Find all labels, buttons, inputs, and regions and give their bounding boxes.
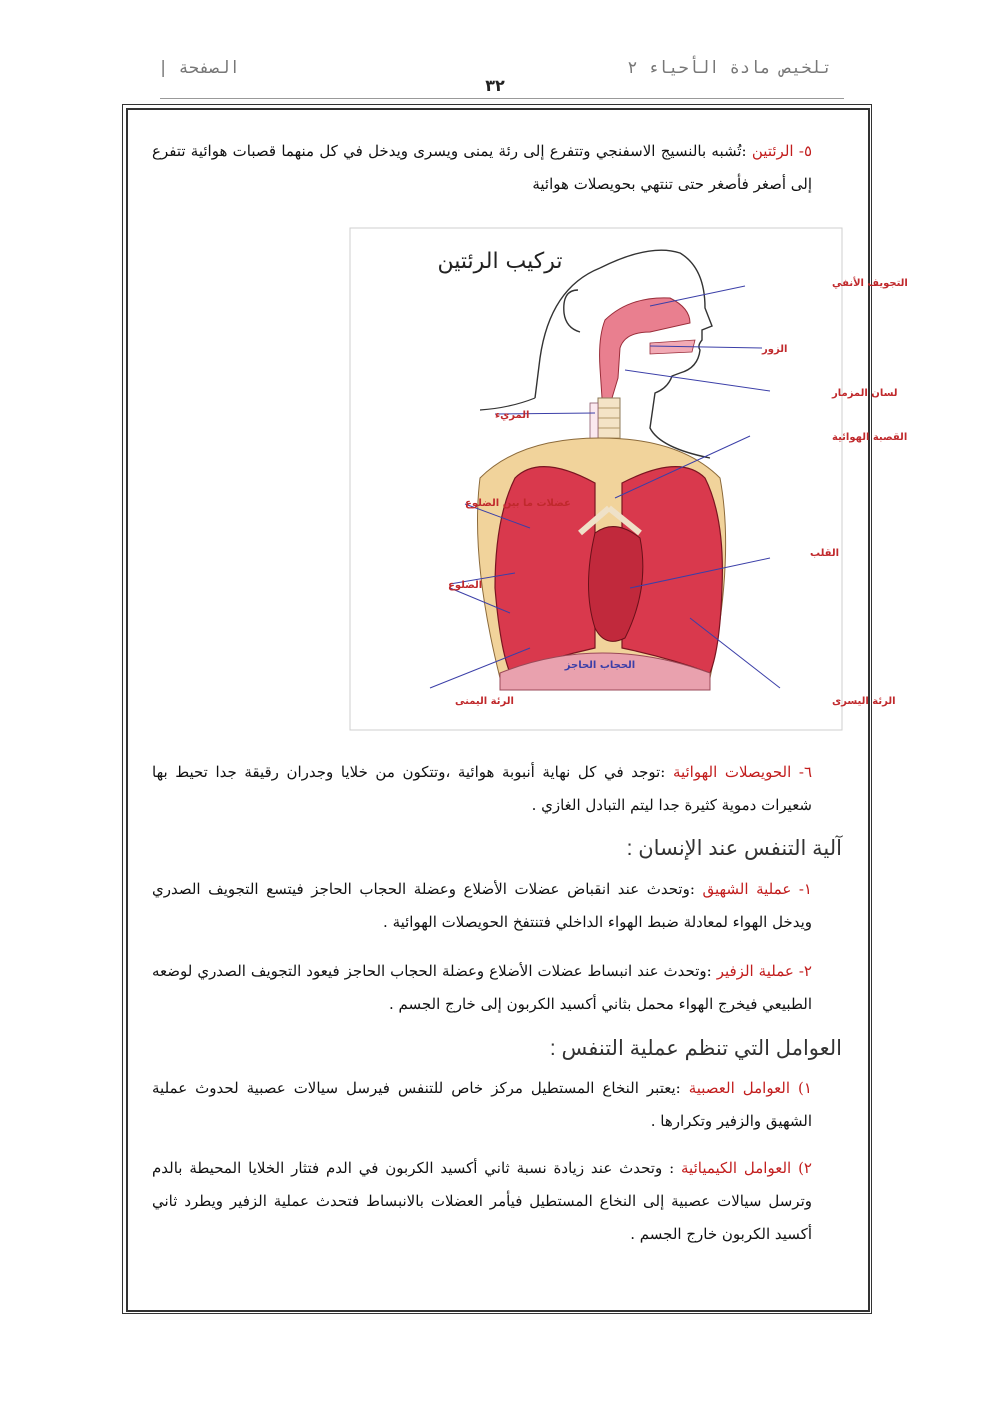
figure-title: تركيب الرئتين xyxy=(437,249,563,274)
heading-regulating-factors: العوامل التي تنظم عملية التنفس : xyxy=(549,1037,842,1060)
item-number: ١- xyxy=(798,880,812,898)
lungs-diagram xyxy=(350,228,908,730)
term-chemical-factors: العوامل الكيميائية xyxy=(681,1159,792,1177)
item-number: ١) xyxy=(798,1079,812,1097)
alveoli-paragraph xyxy=(152,756,812,822)
exhalation-paragraph xyxy=(152,955,812,1021)
inhalation-paragraph xyxy=(152,873,812,939)
label-left-lung: الرئة اليسرى xyxy=(832,696,896,707)
section-number: ٥- xyxy=(798,142,812,160)
exhalation-text: :وتحدث عند انبساط عضلات الأضلاع وعضلة الحجاب الحاجز فيعود التجويف الصدري لوضعه الطبيعي فيخرج الهواء محمل بثاني أكسيد الكربون إلى خارج الجسم . xyxy=(152,962,812,1013)
inhalation-text: :وتحدث عند انقباض عضلات الأضلاع وعضلة الحجاب الحاجز فيتسع التجويف الصدري ويدخل الهواء لمعادلة ضبط الهواء الداخلي فتنتفخ الحويصلات الهوائية . xyxy=(152,880,812,931)
term-alveoli: الحويصلات الهوائية xyxy=(672,763,792,781)
neural-factors-text: :يعتبر النخاع المستطيل مركز خاص للتنفس فيرسل سيالات عصبية لحدوث عملية الشهيق والزفير وتكرارها . xyxy=(152,1079,812,1130)
respiratory-system-illustration xyxy=(350,228,908,730)
label-nasal-cavity: التجويف الأنفي xyxy=(832,278,908,289)
chemical-factors-text: : وتحدث عند زيادة نسبة ثاني أكسيد الكربون في الدم فتثار الخلايا المحيطة بالدم وترسل سيالات عصبية إلى النخاع المستطيل فيأمر العضلات بالانبساط فتحدث عملية الزفير ويطرد ثاني أكسيد الكربون خارج الجسم . xyxy=(152,1159,812,1243)
alveoli-definition: :توجد في كل نهاية أنبوبة هوائية ،وتتكون من خلايا وجدران رقيقة جدا تحيط بها شعيرات دموية كثيرة جدا ليتم التبادل الغازي . xyxy=(152,763,812,814)
term-lungs: الرئتين xyxy=(751,142,794,160)
label-diaphragm: الحجاب الحاجز xyxy=(564,660,636,671)
header-divider xyxy=(160,98,844,99)
term-neural-factors: العوامل العصبية xyxy=(688,1079,791,1097)
label-right-lung: الرئة اليمنى xyxy=(455,696,514,707)
page-label: الصفحة | xyxy=(158,58,240,78)
label-trachea: القصبة الهوائية xyxy=(832,432,908,443)
label-esophagus: المريء xyxy=(495,410,530,421)
label-epiglottis: لسان المزمار xyxy=(832,388,898,399)
chemical-factors-paragraph xyxy=(152,1152,812,1251)
lungs-definition: :تُشبه بالنسيج الاسفنجي وتتفرع إلى رئة يمنى ويسرى ويدخل في كل منهما قصبات هوائية تتفرع إلى أصغر فأصغر حتى تنتهي بحويصلات هوائية xyxy=(152,142,812,193)
label-intercostal-muscles: عضلات ما بين الضلوع xyxy=(465,498,571,509)
label-pharynx: الزور xyxy=(762,344,788,355)
lungs-paragraph xyxy=(152,135,812,201)
page-number: ٣٢ xyxy=(485,76,505,95)
document-title: تلخيص مادة الأحياء ٢ xyxy=(627,58,832,78)
term-exhalation: عملية الزفير xyxy=(716,962,794,980)
item-number: ٢- xyxy=(798,962,812,980)
term-inhalation: عملية الشهيق xyxy=(702,880,792,898)
section-number: ٦- xyxy=(798,763,812,781)
item-number: ٢) xyxy=(798,1159,812,1177)
neural-factors-paragraph xyxy=(152,1072,812,1138)
label-ribs: الضلوع xyxy=(448,580,483,591)
heading-breathing-mechanism: آلية التنفس عند الإنسان : xyxy=(626,837,842,860)
label-heart: القلب xyxy=(810,548,840,559)
